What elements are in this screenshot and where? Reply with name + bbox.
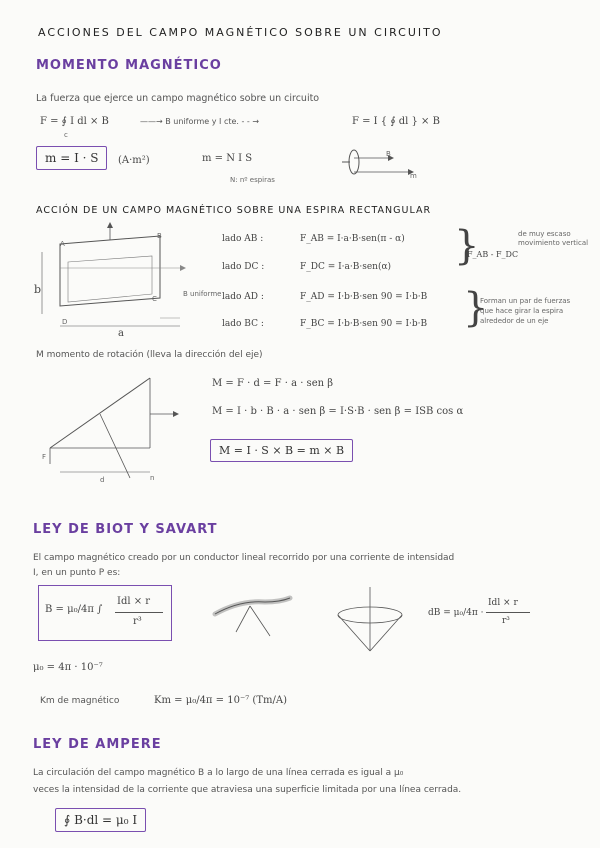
eq-force-result: F = I { ∮ dl } × B [352,116,440,127]
side-ad: lado AD : [222,292,264,302]
biot-diff-frac-line [486,612,530,613]
brace1-note: de muy escaso movimiento vertical [518,230,589,247]
km-equation: Km = μ₀/4π = 10⁻⁷ (Tm/A) [154,695,287,706]
force-ad: F_AD = I·b·B·sen 90 = I·b·B [300,292,428,302]
brace2-note: Forman un par de fuerzas que hace girar la espira alrededor de un eje [480,297,571,325]
page-title: ACCIONES DEL CAMPO MAGNÉTICO SOBRE UN CIRCUITO [38,26,443,39]
ampere-line-1: La circulación del campo magnético B a lo largo de una línea cerrada es igual a μ₀ [33,768,404,778]
wire-diagram [210,592,300,642]
loop-label-c-corner: C [152,295,157,303]
loop-label-a-corner: A [60,240,65,248]
biot-intro-1: El campo magnético creado por un conductor lineal recorrido por una corriente de intensidad [33,553,455,563]
heading-accion-espira: ACCIÓN DE UN CAMPO MAGNÉTICO SOBRE UNA ESPIRA RECTANGULAR [36,205,432,216]
biot-box-frac-line [115,612,163,613]
biot-diff-left: dB = μ₀/4π · [428,608,484,618]
coil-label-m: m [410,172,417,180]
momento-intro: La fuerza que ejerce un campo magnético sobre un circuito [36,93,320,104]
eq-force-sub: c [64,131,68,139]
side-ab: lado AB : [222,234,264,244]
force-dc: F_DC = I·a·B·sen(α) [300,262,392,272]
eq-m-fd: M = F · d = F · a · sen β [212,378,334,389]
arrow-b-uniforme: ——→ B uniforme y I cte. - - → [140,117,260,126]
heading-momento-magnetico: MOMENTO MAGNÉTICO [36,58,222,73]
units-am2: (A·m²) [118,155,150,166]
force-ab: F_AB = I·a·B·sen(π - α) [300,234,405,244]
torque-label-f: F [42,453,47,461]
eq-mn-note: N: nº espiras [230,176,275,184]
box-ampere-law: ∮ B·dl = μ₀ I [55,808,146,832]
force-bc: F_BC = I·b·B·sen 90 = I·b·B [300,319,428,329]
torque-diagram [40,368,170,488]
biot-diff-den: r³ [502,616,510,626]
loop-label-b-corner: B [157,232,162,240]
momento-rotacion-note: M momento de rotación (lleva la dirección del eje) [36,350,263,360]
loop-label-d-corner: D [62,318,68,326]
biot-intro-2: I, en un punto P es: [33,568,121,578]
torque-label-d: d [100,476,105,484]
box-torque-M: M = I · S × B = m × B [210,439,353,462]
biot-diff-num: Idl × r [488,598,518,608]
km-label: Km de magnético [40,696,120,706]
heading-ley-ampere: LEY DE AMPERE [33,737,162,752]
loop-dimension-a: a [118,328,124,339]
coil-label-b: B [386,150,391,158]
box-biot-savart [38,585,172,641]
ampere-line-2: veces la intensidad de la corriente que atraviesa una superficie limitada por una línea cerrada. [33,785,462,795]
brace-2: } [463,285,489,331]
b-uniforme-label: B uniforme [183,290,222,298]
eq-m-nis: m = N I S [202,153,253,164]
biot-box-num: Idl × r [117,596,151,607]
mu0-value: μ₀ = 4π · 10⁻⁷ [33,662,103,673]
loop-dimension-b: b [34,283,42,296]
rectangular-loop-diagram [30,222,215,342]
side-bc: lado BC : [222,319,264,329]
biot-box-left: B = μ₀/4π ∫ [45,604,103,615]
cone-field-diagram [330,585,410,655]
eq-force-integral: F = ∮ I dl × B [40,116,109,127]
eq-m-full: M = I · b · B · a · sen β = I·S·B · sen β = ISB cos α [212,406,464,417]
brace-1: } [454,223,480,269]
biot-box-den: r³ [133,616,142,627]
brace1-text: F_AB - F_DC [467,250,519,259]
box-magnetic-moment: m = I · S [36,146,107,170]
heading-biot-savart: LEY DE BIOT Y SAVART [33,522,218,537]
side-dc: lado DC : [222,262,265,272]
torque-label-n: n [150,474,155,482]
